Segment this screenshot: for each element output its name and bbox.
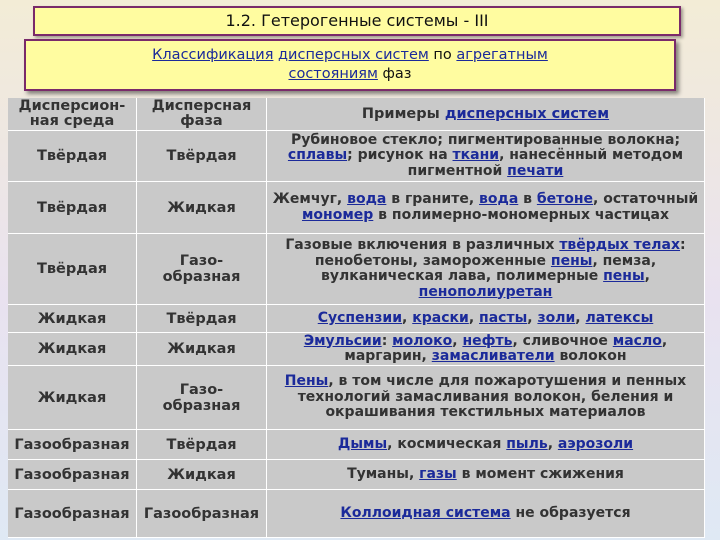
cell-examples	[267, 333, 705, 366]
term-link[interactable]: молоко	[392, 332, 453, 349]
text-fragment: в момент сжижения	[456, 465, 624, 482]
examples-text	[338, 437, 633, 453]
cell-examples	[267, 430, 705, 460]
term-link[interactable]: Коллоидная система	[340, 504, 511, 521]
term-link[interactable]: пыль	[506, 435, 548, 452]
examples-text	[271, 238, 700, 300]
cell-dispersed-phase: Газообразная	[137, 490, 267, 538]
term-link[interactable]: Суспензии	[317, 309, 403, 326]
text-fragment: в	[518, 191, 537, 207]
text-fragment: по	[428, 47, 457, 63]
text-fragment: , маргарин,	[344, 332, 668, 364]
term-link[interactable]: твёрдых телах	[559, 237, 681, 253]
term-link[interactable]: золи	[537, 309, 576, 326]
term-link[interactable]: нефть	[462, 332, 513, 349]
examples-text	[340, 506, 630, 522]
cell-examples	[267, 490, 705, 538]
term-link[interactable]: бетоне	[536, 191, 594, 207]
text-fragment: , нанесённый методом пигментной	[407, 147, 684, 179]
term-link[interactable]: вода	[479, 191, 519, 207]
examples-text	[271, 374, 700, 421]
cell-dispersion-medium: Твёрдая	[8, 182, 137, 234]
term-link[interactable]: Классификация	[152, 47, 274, 63]
examples-text	[347, 467, 624, 483]
text-fragment: Газовые включения в различных	[285, 237, 560, 253]
term-link[interactable]: пены	[603, 268, 645, 284]
cell-dispersion-medium: Газообразная	[8, 460, 137, 490]
term-link[interactable]: масло	[612, 332, 662, 349]
term-link[interactable]: состояниям	[288, 66, 378, 82]
text-fragment: ,	[575, 309, 586, 326]
term-link[interactable]: печати	[507, 162, 564, 179]
cell-dispersed-phase: Жидкая	[137, 460, 267, 490]
text-fragment: ,	[644, 268, 650, 284]
cell-examples	[267, 182, 705, 234]
term-link[interactable]: Пены	[284, 373, 329, 390]
term-link[interactable]: замасливатели	[431, 348, 555, 364]
text-fragment: фаз	[377, 66, 412, 82]
cell-dispersed-phase: Твёрдая	[137, 305, 267, 333]
term-link[interactable]: газы	[419, 465, 457, 482]
term-link[interactable]: ткани	[452, 147, 500, 164]
term-link[interactable]: пасты	[479, 309, 528, 326]
term-link[interactable]: пены	[550, 252, 593, 269]
term-link[interactable]: дисперсных систем	[278, 47, 429, 63]
term-link[interactable]: латексы	[585, 309, 654, 326]
cell-dispersed-phase: Жидкая	[137, 182, 267, 234]
header-examples	[267, 98, 705, 131]
header-dispersed-phase: Дисперсная фаза	[137, 98, 267, 131]
text-fragment: в полимерно-мономерных частицах	[373, 206, 670, 223]
text-fragment: ; рисунок на	[347, 147, 453, 164]
text-fragment: ,	[527, 309, 538, 326]
dispersion-systems-table	[8, 98, 705, 538]
text-fragment: в граните,	[386, 191, 480, 207]
text-fragment: ,	[547, 435, 558, 452]
term-link[interactable]: дисперсных систем	[444, 105, 610, 122]
term-link[interactable]: сплавы	[287, 147, 348, 164]
slide-subtitle	[24, 39, 676, 91]
text-fragment: ,	[452, 332, 463, 349]
cell-dispersion-medium: Жидкая	[8, 366, 137, 430]
slide-title: 1.2. Гетерогенные системы - III	[33, 6, 681, 36]
cell-dispersed-phase: Твёрдая	[137, 131, 267, 182]
term-link[interactable]: мономер	[301, 206, 374, 223]
text-fragment: Жемчуг,	[272, 191, 348, 207]
text-fragment: , пемза, вулканическая лава, полимерные	[321, 252, 657, 284]
cell-dispersion-medium: Жидкая	[8, 333, 137, 366]
cell-dispersion-medium: Газообразная	[8, 430, 137, 460]
cell-examples	[267, 460, 705, 490]
text-fragment: волокон	[554, 348, 627, 364]
cell-examples	[267, 234, 705, 305]
term-link[interactable]: краски	[412, 309, 469, 326]
text-fragment: , остаточный	[593, 191, 699, 207]
cell-dispersion-medium: Жидкая	[8, 305, 137, 333]
text-fragment: Туманы,	[347, 465, 420, 482]
term-link[interactable]: пенополиуретан	[418, 283, 553, 300]
text-fragment: не образуется	[510, 504, 631, 521]
header-dispersion-medium: Дисперсион- ная среда	[8, 98, 137, 131]
cell-examples	[267, 131, 705, 182]
term-link[interactable]: вода	[347, 191, 387, 207]
cell-dispersed-phase: Жидкая	[137, 333, 267, 366]
text-fragment: ,	[402, 309, 413, 326]
text-fragment: ,	[468, 309, 480, 326]
term-link[interactable]: аэрозоли	[557, 435, 634, 452]
examples-text	[271, 133, 700, 180]
cell-dispersion-medium: Газообразная	[8, 490, 137, 538]
examples-text	[318, 311, 654, 327]
cell-dispersed-phase: Твёрдая	[137, 430, 267, 460]
cell-dispersed-phase: Газо- образная	[137, 234, 267, 305]
text-fragment: , космическая	[387, 435, 507, 452]
text-fragment: Примеры	[361, 105, 445, 122]
cell-examples	[267, 366, 705, 430]
cell-dispersed-phase: Газо- образная	[137, 366, 267, 430]
term-link[interactable]: агрегатным	[456, 47, 548, 63]
text-fragment: : пенобетоны, замороженные	[314, 237, 686, 269]
term-link[interactable]: Эмульсии	[303, 332, 382, 349]
text-fragment: , в том числе для пожаротушения и пенных технологий замасливания волокон, беления и окрашивания текстильных материалов	[297, 373, 687, 421]
examples-text	[271, 334, 700, 365]
header-examples-text	[362, 107, 609, 122]
cell-dispersion-medium: Твёрдая	[8, 131, 137, 182]
examples-text	[271, 192, 700, 223]
text-fragment: :	[381, 332, 393, 349]
cell-examples	[267, 305, 705, 333]
term-link[interactable]: Дымы	[337, 435, 388, 452]
text-fragment: Рубиновое стекло; пигментированные волокна;	[290, 131, 681, 148]
text-fragment: , сливочное	[512, 332, 613, 349]
cell-dispersion-medium: Твёрдая	[8, 234, 137, 305]
